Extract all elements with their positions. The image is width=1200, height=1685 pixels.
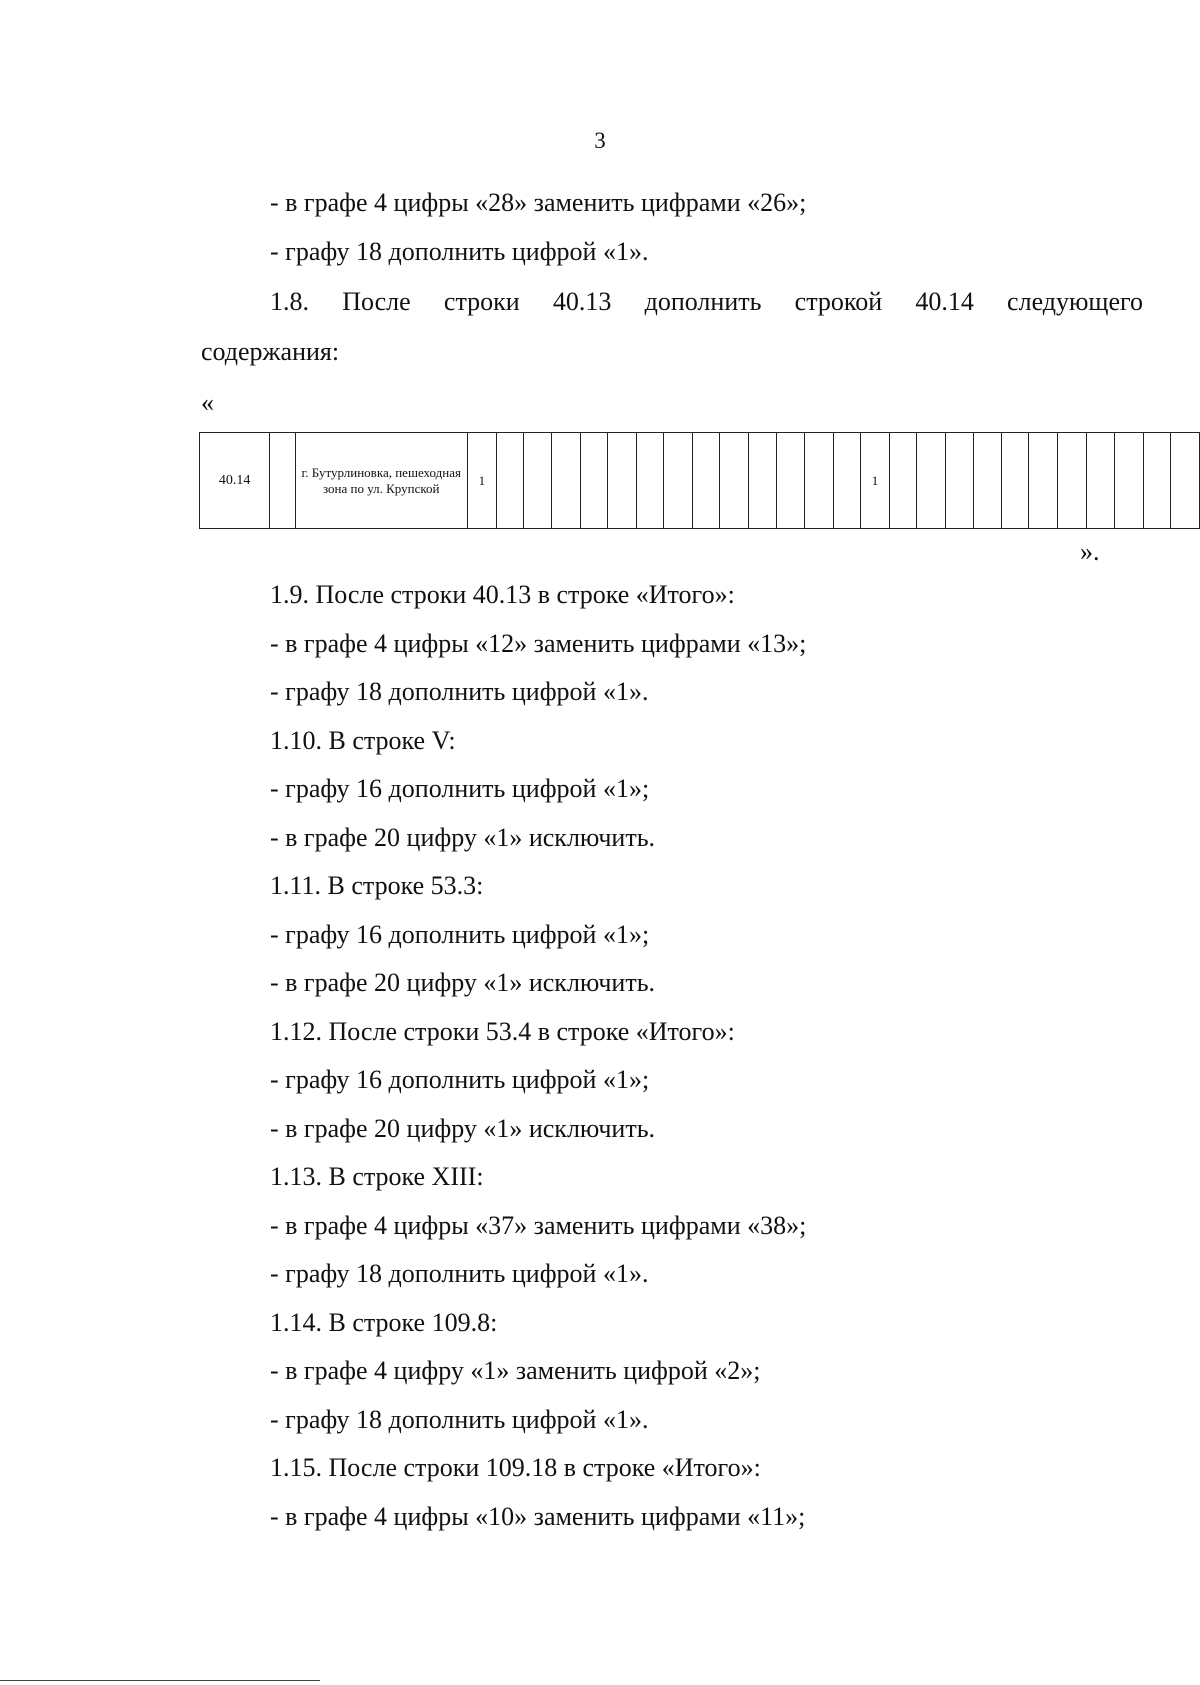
paragraph-line: - в графе 20 цифру «1» исключить.: [270, 823, 656, 852]
table-cell: [748, 433, 776, 529]
table-cell: [917, 433, 946, 529]
table-cell: [720, 433, 749, 529]
table-cell: [1115, 433, 1144, 529]
paragraph-line: - графу 16 дополнить цифрой «1»;: [270, 1065, 650, 1094]
table-cell: [1171, 433, 1200, 529]
page-number: 3: [594, 128, 606, 153]
item-1-8-heading: 1.8. После строки 40.13 дополнить строкой 40.14 следующего: [270, 287, 1143, 316]
table-cell: [270, 433, 296, 529]
table-cell: [608, 433, 637, 529]
table-cell: [1143, 433, 1171, 529]
paragraph-line: 1.15. После строки 109.18 в строке «Итого»:: [270, 1453, 761, 1482]
table-cell: [552, 433, 581, 529]
table-cell: [1001, 433, 1029, 529]
closing-quote: ».: [1080, 537, 1100, 566]
paragraph-line: - графу 18 дополнить цифрой «1».: [270, 1259, 649, 1288]
table-cell: [1058, 433, 1087, 529]
paragraph-line: - в графе 4 цифры «28» заменить цифрами «26»;: [270, 188, 807, 217]
paragraph-line: 1.11. В строке 53.3:: [270, 871, 484, 900]
table-cell: [945, 433, 974, 529]
table-cell: [1029, 433, 1058, 529]
column-4-cell: 1: [467, 433, 497, 529]
table-row: [200, 433, 1200, 529]
table-cell: [523, 433, 552, 529]
column-18-cell: 1: [861, 433, 890, 529]
table-cell: [974, 433, 1002, 529]
table-cell: [805, 433, 834, 529]
place-cell: г. Бутурлиновка, пешеходная зона по ул. Крупской: [295, 433, 467, 529]
table-cell: [692, 433, 720, 529]
table-cell: [580, 433, 608, 529]
paragraph-line: - в графе 20 цифру «1» исключить.: [270, 1114, 656, 1143]
paragraph-line: 1.10. В строке V:: [270, 726, 456, 755]
bottom-rule: [0, 1680, 320, 1681]
row-number-cell: 40.14: [200, 433, 270, 529]
paragraph-line: - графу 18 дополнить цифрой «1».: [270, 1405, 649, 1434]
paragraph-line: - графу 16 дополнить цифрой «1»;: [270, 920, 650, 949]
item-1-8-continuation: содержания:: [201, 337, 340, 366]
paragraph-line: 1.12. После строки 53.4 в строке «Итого»:: [270, 1017, 735, 1046]
table-cell: [664, 433, 693, 529]
table-cell: [889, 433, 917, 529]
paragraph-line: - в графе 4 цифры «10» заменить цифрами «11»;: [270, 1502, 806, 1531]
paragraph-line: - графу 16 дополнить цифрой «1»;: [270, 774, 650, 803]
paragraph-line: - в графе 4 цифры «37» заменить цифрами «38»;: [270, 1211, 807, 1240]
paragraph-line: - графу 18 дополнить цифрой «1».: [270, 677, 649, 706]
paragraph-line: 1.13. В строке XIII:: [270, 1162, 484, 1191]
paragraph-line: 1.9. После строки 40.13 в строке «Итого»:: [270, 580, 735, 609]
table-cell: [1086, 433, 1115, 529]
opening-quote: «: [201, 388, 214, 417]
paragraph-line: - в графе 20 цифру «1» исключить.: [270, 968, 656, 997]
table-cell: [636, 433, 664, 529]
table-cell: [497, 433, 524, 529]
table-cell: [833, 433, 861, 529]
paragraph-line: 1.14. В строке 109.8:: [270, 1308, 498, 1337]
paragraph-line: - в графе 4 цифру «1» заменить цифрой «2»;: [270, 1356, 761, 1385]
inserted-row-table: [199, 432, 1200, 529]
paragraph-line: - в графе 4 цифры «12» заменить цифрами «13»;: [270, 629, 807, 658]
paragraph-line: - графу 18 дополнить цифрой «1».: [270, 237, 649, 266]
table-cell: [776, 433, 805, 529]
